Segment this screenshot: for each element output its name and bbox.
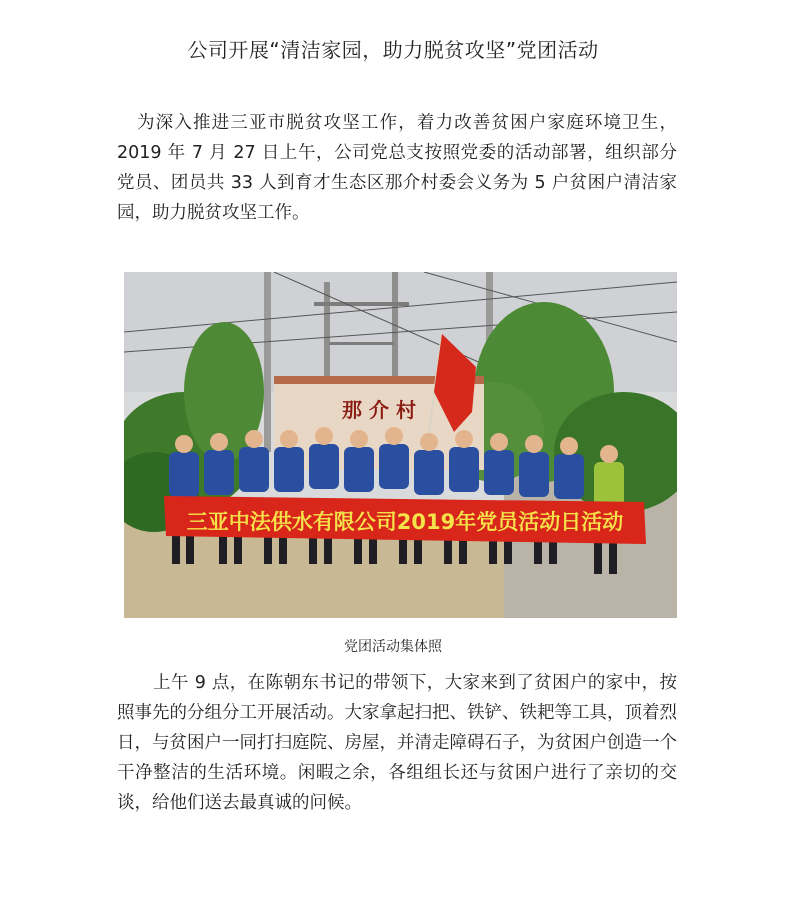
group-photo xyxy=(124,272,677,618)
photo-caption: 党团活动集体照 xyxy=(344,639,442,655)
village-sign-text: 那 介 村 xyxy=(342,398,416,422)
banner-text: 三亚中法供水有限公司2019年党员活动日活动 xyxy=(186,510,624,534)
intro-paragraph: 为深入推进三亚市脱贫攻坚工作，着力改善贫困户家庭环境卫生，2019 年 7 月 27 日上午，公司党总支按照党委的活动部署，组织部分党员、团员共 33 人到育才生态区那介村委会义务为 5 户贫困户清洁家园，助力脱贫攻坚工作。 xyxy=(117,113,677,223)
article-title: 公司开展“清洁家园，助力脱贫攻坚”党团活动 xyxy=(187,38,599,62)
activity-paragraph: 上午 9 点，在陈朝东书记的带领下，大家来到了贫困户的家中，按照事先的分组分工开展活动。大家拿起扫把、铁铲、铁耙等工具，顶着烈日，与贫困户一同打扫庭院、房屋，并清走障碍石子，为贫困户创造一个干净整洁的生活环境。闲暇之余，各组组长还与贫困户进行了亲切的交谈，给他们送去最真诚的问候。 xyxy=(117,673,677,813)
